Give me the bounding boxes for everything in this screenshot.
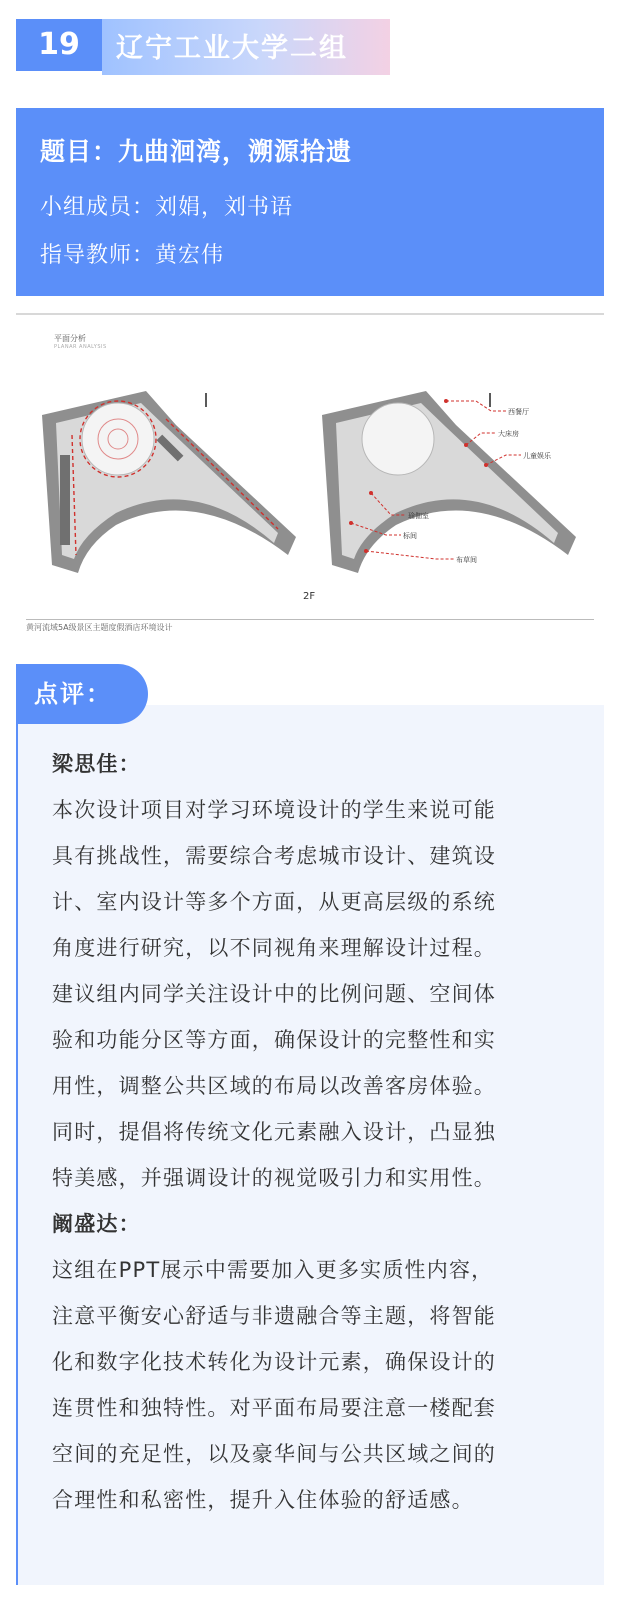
team-members: 小组成员：刘娟，刘书语 bbox=[40, 195, 294, 220]
label-standard-room: 标间 bbox=[403, 532, 417, 540]
section-number: 19 bbox=[16, 19, 102, 71]
plan-subtitle: PLANAR ANALYSIS bbox=[54, 344, 107, 350]
comment-1-line: 计、室内设计等多个方面，从更高层级的系统 bbox=[52, 890, 496, 914]
comment-2-line: 合理性和私密性，提升入住体验的舒适感。 bbox=[52, 1488, 474, 1512]
comment-2-line: 连贯性和独特性。对平面布局要注意一楼配套 bbox=[52, 1396, 496, 1420]
comment-2-line: 注意平衡安心舒适与非遗融合等主题，将智能 bbox=[52, 1304, 496, 1328]
project-topic: 题目：九曲洄湾，溯源拾遗 bbox=[40, 137, 353, 166]
label-linen-room: 布草间 bbox=[456, 556, 477, 564]
comment-2-line: 这组在PPT展示中需要加入更多实质性内容， bbox=[52, 1258, 494, 1282]
project-info-card bbox=[16, 108, 604, 296]
label-kids-area: 儿童娱乐 bbox=[523, 452, 551, 460]
floor-label: 2F bbox=[303, 591, 316, 602]
comment-1-line: 具有挑战性，需要综合考虑城市设计、建筑设 bbox=[52, 844, 496, 868]
plan-footer: 黄河流域5A级景区主题度假酒店环境设计 bbox=[26, 623, 173, 632]
reviewer-2-name: 阚盛达： bbox=[52, 1212, 141, 1236]
right-floor-plan bbox=[322, 391, 576, 573]
team-name: 辽宁工业大学二组 bbox=[102, 19, 390, 75]
label-western-restaurant: 西餐厅 bbox=[508, 408, 529, 416]
comment-1-line: 建议组内同学关注设计中的比例问题、空间体 bbox=[52, 982, 496, 1006]
label-yoga-room: 瑜伽室 bbox=[408, 512, 429, 520]
comment-1-line: 同时，提倡将传统文化元素融入设计，凸显独 bbox=[52, 1120, 496, 1144]
comment-1-line: 用性，调整公共区域的布局以改善客房体验。 bbox=[52, 1074, 496, 1098]
section-header bbox=[16, 19, 391, 75]
comment-1-line: 特美感，并强调设计的视觉吸引力和实用性。 bbox=[52, 1166, 496, 1190]
comment-1-line: 本次设计项目对学习环境设计的学生来说可能 bbox=[52, 798, 496, 822]
label-king-room: 大床房 bbox=[498, 430, 519, 438]
plan-title: 平面分析 bbox=[54, 334, 86, 343]
comment-1-line: 角度进行研究，以不同视角来理解设计过程。 bbox=[52, 936, 496, 960]
comment-2-line: 空间的充足性，以及豪华间与公共区域之间的 bbox=[52, 1442, 496, 1466]
floor-plan-image bbox=[16, 313, 604, 631]
plan-divider bbox=[26, 619, 594, 620]
comment-1-line: 验和功能分区等方面，确保设计的完整性和实 bbox=[52, 1028, 496, 1052]
review-tab: 点评： bbox=[16, 664, 148, 724]
reviewer-1-name: 梁思佳： bbox=[52, 752, 141, 776]
advisor: 指导教师：黄宏伟 bbox=[40, 243, 225, 268]
comment-2-line: 化和数字化技术转化为设计元素，确保设计的 bbox=[52, 1350, 496, 1374]
floor-plan-drawing bbox=[16, 315, 604, 633]
left-floor-plan bbox=[42, 391, 296, 573]
